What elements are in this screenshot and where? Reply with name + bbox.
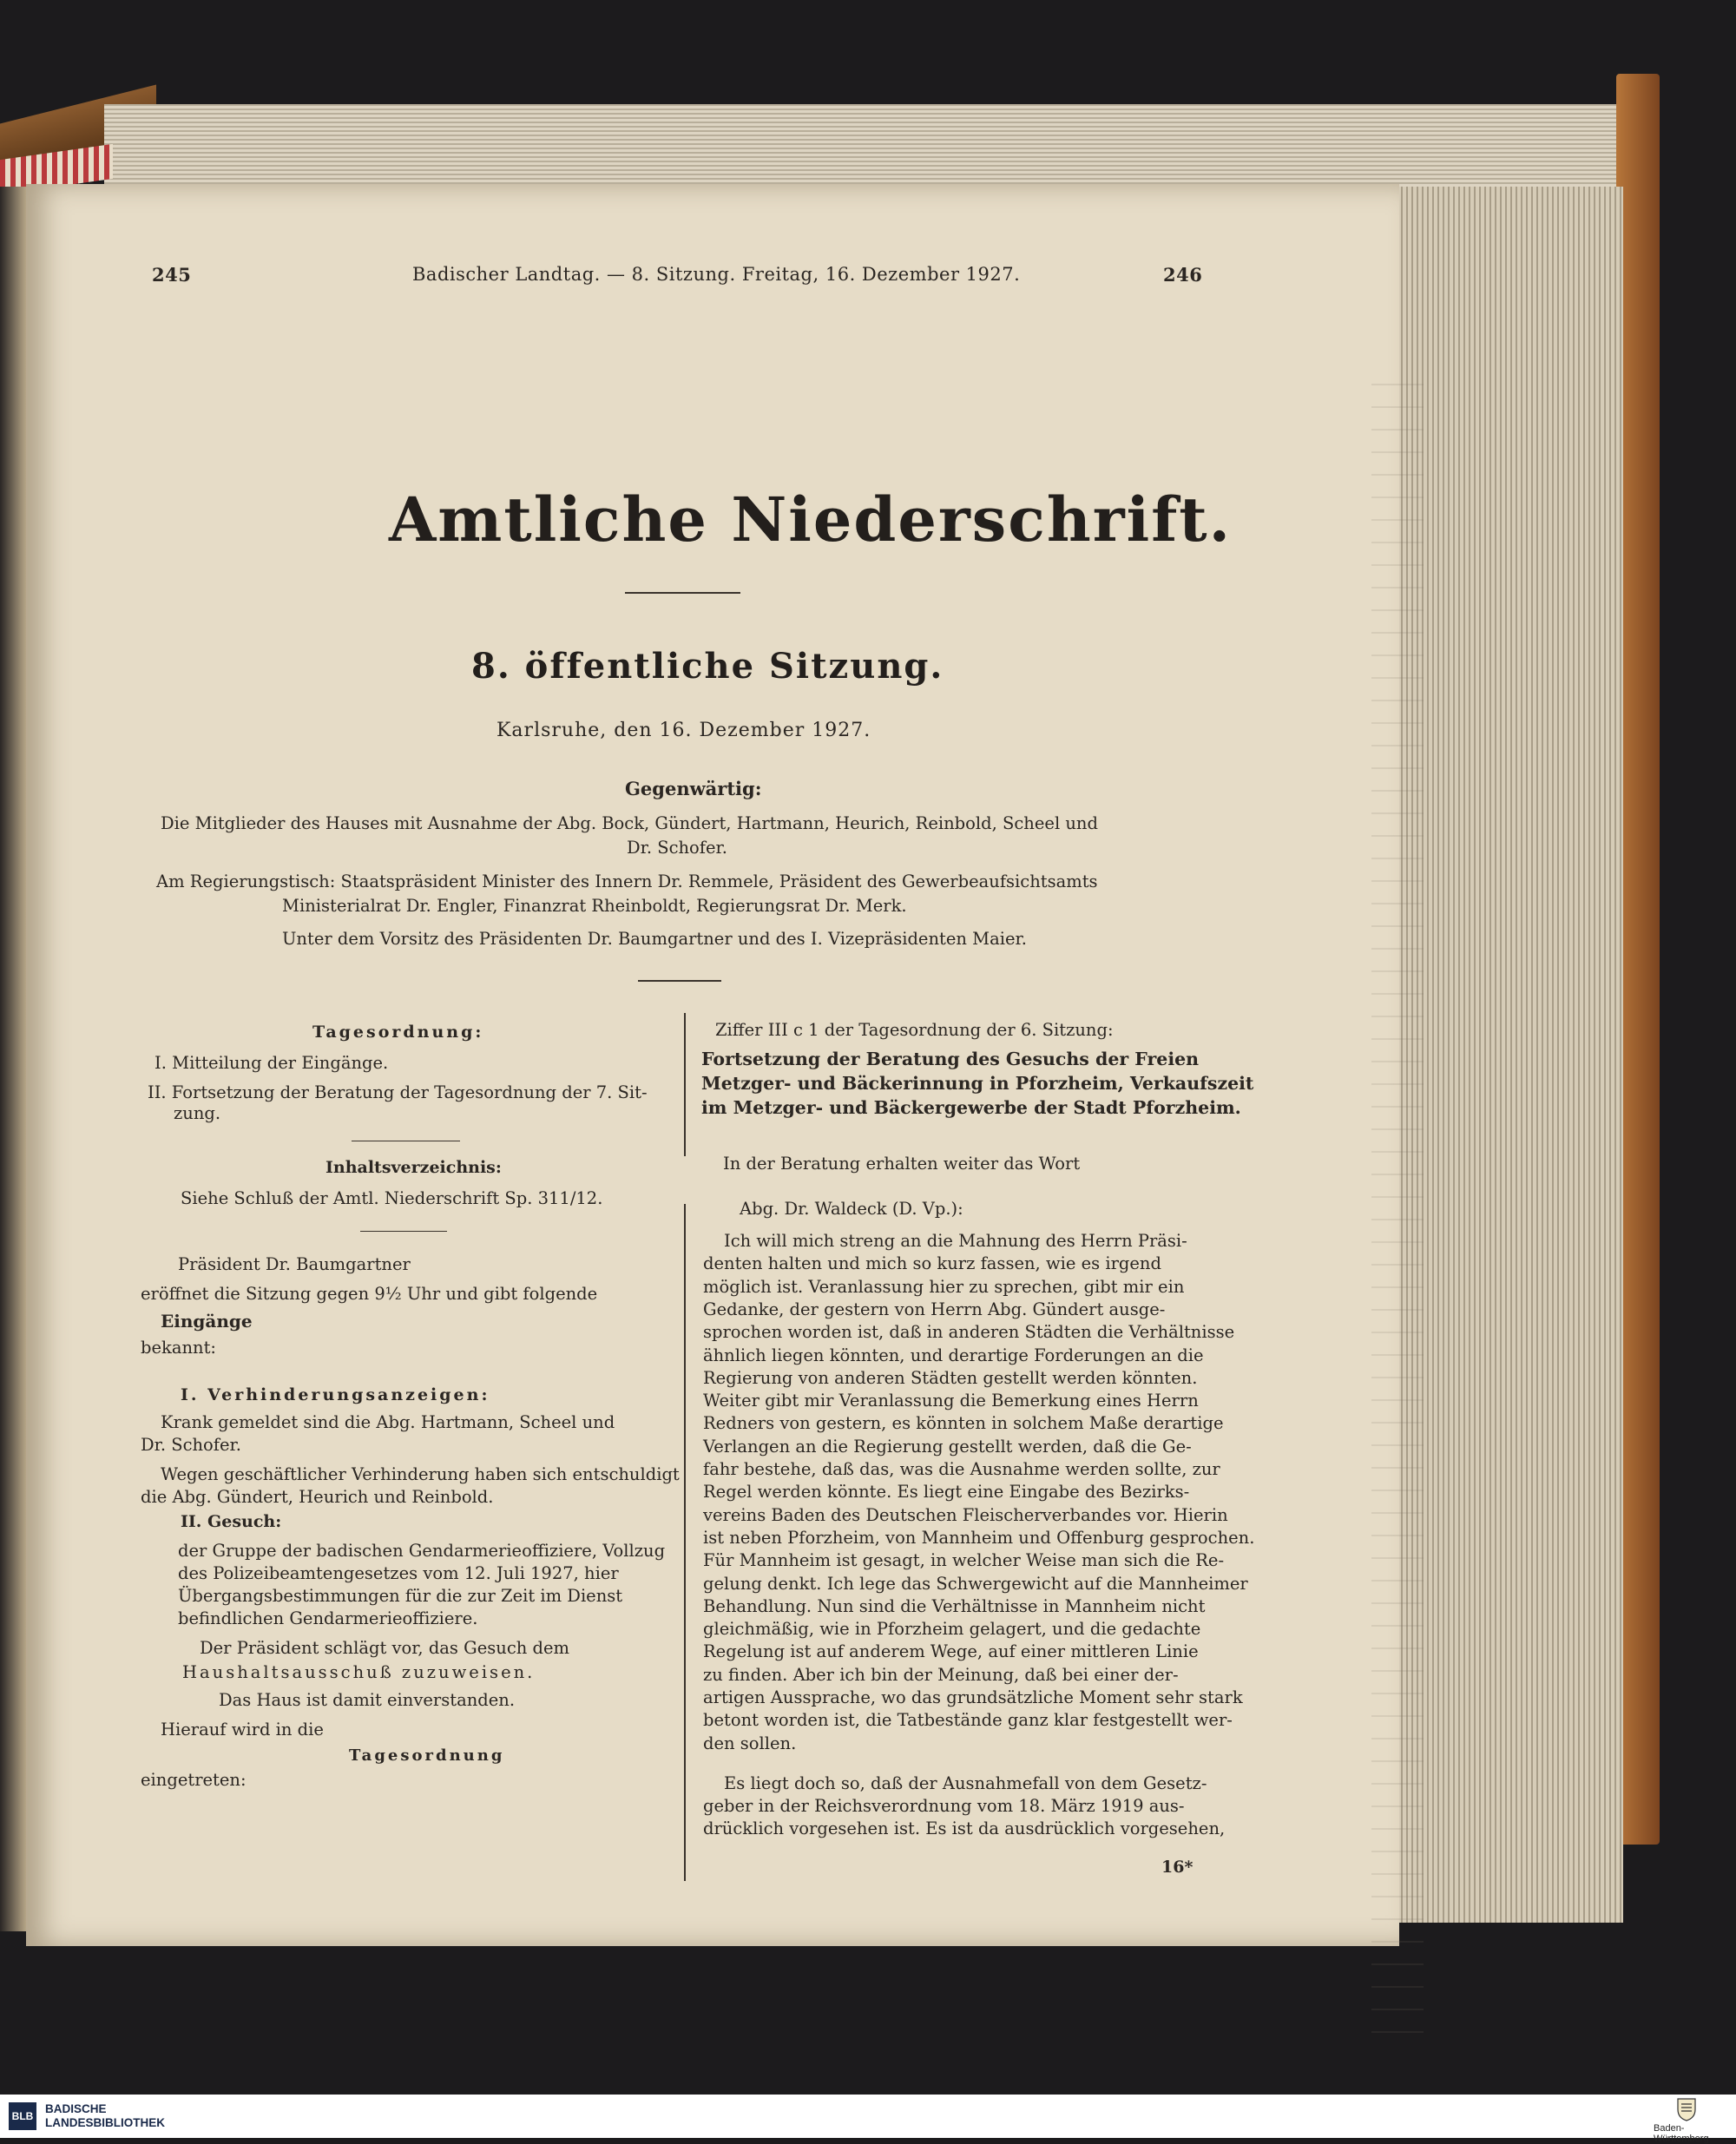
speech-line: Regel werden könnte. Es liegt eine Eingabe des Bezirks- bbox=[703, 1482, 1190, 1503]
column-divider-bottom bbox=[684, 1204, 686, 1881]
contents-reference: Siehe Schluß der Amtl. Niederschrift Sp. 311/12. bbox=[181, 1188, 603, 1208]
speech-line: Redners von gestern, es könnten in solchem Maße derartige bbox=[703, 1413, 1224, 1434]
page-number-right: 246 bbox=[1163, 264, 1203, 286]
speech-line: denten halten und mich so kurz fassen, wie es irgend bbox=[703, 1253, 1161, 1274]
library-name[interactable] bbox=[45, 2102, 165, 2130]
topic-line2: Metzger- und Bäckerinnung in Pforzheim, Verkaufszeit bbox=[701, 1073, 1254, 1094]
excused-line2: die Abg. Gündert, Heurich und Reinbold. bbox=[141, 1487, 494, 1507]
petition-line3: Übergangsbestimmungen für die zur Zeit im Dienst bbox=[178, 1586, 623, 1606]
place-date: Karlsruhe, den 16. Dezember 1927. bbox=[496, 720, 871, 741]
speech-line: möglich ist. Veranlassung hier zu sprechen, gibt mir ein bbox=[703, 1276, 1185, 1297]
column-divider-top bbox=[684, 1013, 686, 1156]
signature-mark: 16* bbox=[1161, 1858, 1194, 1877]
contents-heading: Inhaltsverzeichnis: bbox=[326, 1158, 502, 1177]
speech-line: sprochen worden ist, daß in anderen Städten die Verhältnisse bbox=[703, 1322, 1235, 1343]
agenda-word: Tagesordnung bbox=[349, 1746, 505, 1765]
state-label: Baden-Württemberg bbox=[1654, 2123, 1709, 2144]
speech-line: Gedanke, der gestern von Herrn Abg. Gündert ausge- bbox=[703, 1299, 1166, 1319]
excused-line1: Wegen geschäftlicher Verhinderung haben sich entschuldigt bbox=[161, 1464, 680, 1484]
debate-line: In der Beratung erhalten weiter das Wort bbox=[723, 1154, 1081, 1174]
speech-line: ist neben Pforzheim, von Mannheim und Offenburg gesprochen. bbox=[703, 1527, 1255, 1548]
agreed-line: Das Haus ist damit einverstanden. bbox=[219, 1690, 516, 1710]
president-line: Präsident Dr. Baumgartner bbox=[178, 1254, 411, 1274]
petition-line2: des Polizeibeamtengesetzes vom 12. Juli 1927, hier bbox=[178, 1563, 619, 1583]
present-heading: Gegenwärtig: bbox=[625, 778, 762, 799]
speech-line: Verlangen an die Regierung gestellt werden, daß die Ge- bbox=[703, 1436, 1192, 1457]
eingaenge-heading: Eingänge bbox=[161, 1311, 253, 1332]
state-crest-icon bbox=[1675, 2097, 1698, 2121]
library-name-line2: LANDESBIBLIOTHEK bbox=[45, 2116, 165, 2129]
page-gutter bbox=[0, 187, 28, 1931]
viewer-footer bbox=[0, 2095, 1736, 2144]
running-header: Badischer Landtag. — 8. Sitzung. Freitag, 16. Dezember 1927. bbox=[412, 264, 1021, 285]
topic-line3: im Metzger- und Bäckergewerbe der Stadt Pforzheim. bbox=[701, 1097, 1241, 1118]
opens-session-line: eröffnet die Sitzung gegen 9½ Uhr und gibt folgende bbox=[141, 1284, 598, 1304]
session-title: 8. öffentliche Sitzung. bbox=[471, 646, 944, 687]
speech-line: gelung denkt. Ich lege das Schwergewicht auf die Mannheimer bbox=[703, 1573, 1248, 1594]
government-table-line2: Ministerialrat Dr. Engler, Finanzrat Rheinboldt, Regierungsrat Dr. Merk. bbox=[282, 896, 907, 916]
government-table-line1: Am Regierungstisch: Staatspräsident Minister des Innern Dr. Remmele, Präsident des Gewerbeaufsichtsamts bbox=[156, 871, 1098, 891]
page-stack-right bbox=[1397, 187, 1623, 1923]
agenda-item-2-line2: zung. bbox=[174, 1103, 221, 1123]
speech-line: Weiter gibt mir Veranlassung die Bemerkung eines Herrn bbox=[703, 1391, 1199, 1411]
speech-line: Behandlung. Nun sind die Verhältnisse in Mannheim nicht bbox=[703, 1595, 1206, 1616]
speech-line: Regelung ist auf anderem Wege, auf einer mittleren Linie bbox=[703, 1641, 1199, 1662]
section-1-heading: I. Verhinderungsanzeigen: bbox=[181, 1385, 490, 1404]
section-2-heading: II. Gesuch: bbox=[181, 1512, 282, 1531]
speaker-line: Abg. Dr. Waldeck (D. Vp.): bbox=[740, 1199, 963, 1219]
sick-line1: Krank gemeldet sind die Abg. Hartmann, Scheel und bbox=[161, 1412, 615, 1432]
proposal-line2: Haushaltsausschuß zuzuweisen. bbox=[182, 1662, 536, 1682]
section-rule bbox=[638, 980, 721, 982]
bekannt-word: bekannt: bbox=[141, 1338, 216, 1358]
paragraph-2-line1: Es liegt doch so, daß der Ausnahmefall von dem Gesetz- bbox=[724, 1773, 1207, 1793]
present-members-line1: Die Mitglieder des Hauses mit Ausnahme der Abg. Bock, Gündert, Hartmann, Heurich, Reinbold, Scheel und bbox=[161, 813, 1098, 833]
agenda-item-2-line1: II. Fortsetzung der Beratung der Tagesordnung der 7. Sit- bbox=[148, 1082, 648, 1102]
present-members-line2: Dr. Schofer. bbox=[627, 838, 727, 858]
page-number-left: 245 bbox=[152, 264, 192, 286]
chair-line: Unter dem Vorsitz des Präsidenten Dr. Baumgartner und des I. Vizepräsidenten Maier. bbox=[282, 929, 1027, 949]
title-rule bbox=[625, 592, 740, 594]
topic-line1: Fortsetzung der Beratung des Gesuchs der Freien bbox=[701, 1049, 1200, 1069]
sick-line2: Dr. Schofer. bbox=[141, 1435, 241, 1455]
speech-line: zu finden. Aber ich bin der Meinung, daß bei einer der- bbox=[703, 1664, 1179, 1685]
speech-line: ähnlich liegen könnten, und derartige Forderungen an die bbox=[703, 1345, 1204, 1365]
paragraph-2-line2: geber in der Reichsverordnung vom 18. März 1919 aus- bbox=[703, 1796, 1185, 1816]
library-logo[interactable]: BLB bbox=[9, 2102, 36, 2130]
petition-line4: befindlichen Gendarmerieoffiziere. bbox=[178, 1608, 478, 1628]
agenda-heading: Tagesordnung: bbox=[312, 1023, 484, 1042]
document-page bbox=[26, 184, 1399, 1946]
contents-rule bbox=[360, 1231, 447, 1232]
library-name-line1: BADISCHE bbox=[45, 2102, 107, 2115]
speech-line: fahr bestehe, daß das, was die Ausnahme werden sollte, zur bbox=[703, 1459, 1220, 1479]
item-reference: Ziffer III c 1 der Tagesordnung der 6. Sitzung: bbox=[715, 1020, 1114, 1040]
petition-line1: der Gruppe der badischen Gendarmerieoffiziere, Vollzug bbox=[178, 1541, 666, 1561]
speech-line: vereins Baden des Deutschen Fleischerverbandes vor. Hierin bbox=[703, 1504, 1228, 1525]
page-stack-top bbox=[104, 104, 1632, 191]
speech-line: gleichmäßig, wie in Pforzheim gelagert, und die gedachte bbox=[703, 1619, 1201, 1640]
speech-line: artigen Aussprache, wo das grundsätzliche Moment sehr stark bbox=[703, 1687, 1243, 1707]
entered-line: eingetreten: bbox=[141, 1770, 247, 1790]
document-title: Amtliche Niederschrift. bbox=[389, 483, 1233, 556]
paragraph-2-line3: drücklich vorgesehen ist. Es ist da ausdrücklich vorgesehen, bbox=[703, 1818, 1226, 1838]
speech-line: Ich will mich streng an die Mahnung des Herrn Präsi- bbox=[724, 1231, 1187, 1251]
speech-line: Für Mannheim ist gesagt, in welcher Weise man sich die Re- bbox=[703, 1550, 1225, 1571]
bleed-through bbox=[1371, 384, 1424, 2033]
agenda-item-1: I. Mitteilung der Eingänge. bbox=[155, 1053, 389, 1073]
speech-line: den sollen. bbox=[703, 1733, 797, 1753]
proposal-line1: Der Präsident schlägt vor, das Gesuch dem bbox=[200, 1638, 570, 1658]
speech-line: Regierung von anderen Städten gestellt werden könnten. bbox=[703, 1367, 1198, 1388]
speech-line: betont worden ist, die Tatbestände ganz klar festgestellt wer- bbox=[703, 1710, 1233, 1731]
then-into-line: Hierauf wird in die bbox=[161, 1720, 324, 1740]
